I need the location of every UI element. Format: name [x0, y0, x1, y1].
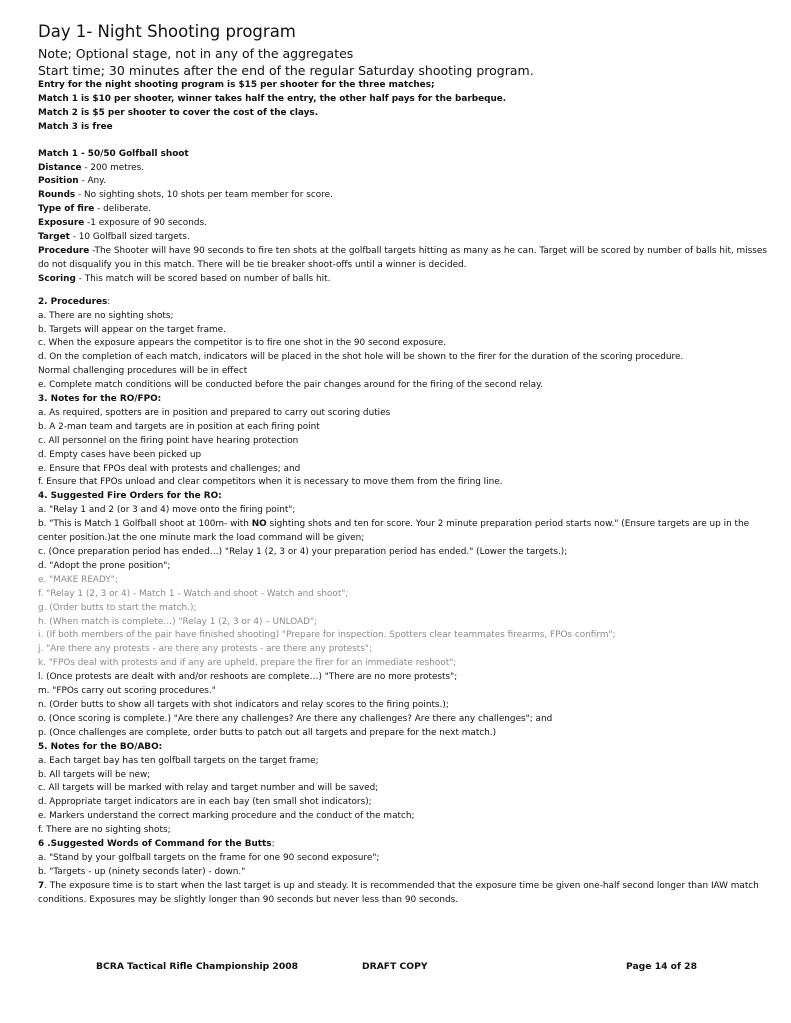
field-text: -1 exposure of 90 seconds. [84, 218, 207, 229]
procedures-heading [38, 296, 771, 310]
list-item: a. As required, spotters are in position and prepared to carry out scoring duties [38, 407, 391, 418]
optional-stage-note: Note; Optional stage, not in any of the aggregates [38, 46, 354, 61]
list-item: o. (Once scoring is complete.) "Are there any challenges? Are there any challenges? Are there any challenges"; and [38, 713, 553, 724]
list-item: e. Markers understand the correct marking procedure and the conduct of the match; [38, 811, 415, 822]
field-text: - deliberate. [94, 204, 152, 215]
list-item: h. (When match is complete…) "Relay 1 (2, 3 or 4) – UNLOAD"; [38, 616, 318, 627]
field-text: - Any. [78, 176, 106, 187]
list-item: k. "FPOs deal with protests and if any are upheld, prepare the firer for an immediate reshoot"; [38, 658, 457, 669]
notes-ro-heading: 3. Notes for the RO/FPO: [38, 394, 162, 405]
fire-orders-heading: 4. Suggested Fire Orders for the RO: [38, 491, 222, 502]
item-text: b. "This is Match 1 Golfball shoot at 100m- with [38, 519, 252, 530]
heading-colon: : [271, 839, 275, 850]
item-emphasis: NO [251, 519, 267, 530]
field-label: Type of fire [38, 204, 95, 215]
page-footer [0, 961, 791, 977]
match1-field [38, 217, 771, 231]
list-item: e. Complete match conditions will be conducted before the pair changes around for the firing of the second relay. [38, 380, 543, 391]
list-item: i. (If both members of the pair have finished shooting) "Prepare for inspection. Spotters clear teammates firearms, FPOs confirm"; [38, 630, 616, 641]
list-item: a. Each target bay has ten golfball targets on the target frame; [38, 755, 319, 766]
start-time-note: Start time; 30 minutes after the end of the regular Saturday shooting program. [38, 63, 534, 78]
list-item: e. "MAKE READY"; [38, 574, 118, 585]
list-item: n. (Order butts to show all targets with shot indicators and relay scores to the firing points.); [38, 699, 449, 710]
section-heading: 6 .Suggested Words of Command for the Butts [38, 839, 272, 850]
list-item: a. "Stand by your golfball targets on the frame for one 90 second exposure"; [38, 852, 380, 863]
list-item: c. When the exposure appears the competitor is to fire one shot in the 90 second exposure. [38, 338, 447, 349]
list-item: f. Ensure that FPOs unload and clear competitors when it is necessary to move them from the firing line. [38, 477, 503, 488]
field-label: Procedure [38, 245, 90, 256]
heading-colon: : [107, 296, 111, 307]
item-text: sighting shots and ten for score. Your 2 minute preparation period starts now." (Ensure targets are up in the center position.)at the one minute mark the load command will be given; [38, 519, 750, 544]
item-seven [38, 880, 771, 908]
footer-document-title: BCRA Tactical Rifle Championship 2008 [96, 961, 298, 972]
list-item: d. Appropriate target indicators are in each bay (ten small shot indicators); [38, 797, 372, 808]
list-item: p. (Once challenges are complete, order butts to patch out all targets and prepare for the next match.) [38, 727, 497, 738]
entry-line: Match 3 is free [38, 121, 113, 132]
field-label: Scoring [38, 273, 76, 284]
match1-field [38, 245, 771, 273]
list-item: j. "Are there any protests - are there any protests - are there any protests"; [38, 644, 372, 655]
list-item: c. All personnel on the firing point have hearing protection [38, 435, 299, 446]
field-label: Target [38, 232, 70, 243]
field-text: -The Shooter will have 90 seconds to fire ten shots at the golfball targets hitting as many as he can. Target will be scored by number of balls hit, misses do not disqualify you in this match. There will be tie breaker shoot-offs until a winner is decided. [38, 245, 768, 270]
entry-line: Match 1 is $10 per shooter, winner takes half the entry, the other half pays for the barbeque. [38, 93, 507, 104]
list-item: a. There are no sighting shots; [38, 310, 174, 321]
list-item: b. All targets will be new; [38, 769, 151, 780]
field-text: - No sighting shots, 10 shots per team member for score. [75, 190, 333, 201]
field-label: Exposure [38, 218, 85, 229]
item-number: 7 [38, 880, 45, 891]
list-item: e. Ensure that FPOs deal with protests and challenges; and [38, 463, 301, 474]
match1-field [38, 175, 771, 189]
entry-line: Entry for the night shooting program is $15 per shooter for the three matches; [38, 80, 435, 90]
footer-page-number: Page 14 of 28 [626, 961, 697, 972]
list-item: d. Empty cases have been picked up [38, 449, 202, 460]
field-text: - 200 metres. [81, 162, 145, 173]
section-heading: 2. Procedures [38, 296, 108, 307]
list-item: l. (Once protests are dealt with and/or reshoots are complete…) "There are no more protests"; [38, 672, 458, 683]
list-item: Normal challenging procedures will be in effect [38, 366, 248, 377]
list-item: f. There are no sighting shots; [38, 825, 171, 836]
list-item: f. "Relay 1 (2, 3 or 4) - Match 1 - Watch and shoot - Watch and shoot"; [38, 588, 349, 599]
field-label: Distance [38, 162, 82, 173]
page-title: Day 1- Night Shooting program [38, 22, 296, 41]
match1-field [38, 231, 771, 245]
list-item: d. "Adopt the prone position"; [38, 560, 171, 571]
match1-field [38, 273, 771, 287]
entry-line: Match 2 is $5 per shooter to cover the cost of the clays. [38, 107, 319, 118]
list-item: b. "Targets - up (ninety seconds later) - down." [38, 866, 246, 877]
list-item: c. All targets will be marked with relay and target number and will be saved; [38, 783, 379, 794]
list-item: a. "Relay 1 and 2 (or 3 and 4) move onto the firing point"; [38, 505, 296, 516]
item-text: . The exposure time is to start when the last target is up and steady. It is recommended that the exposure time be given one-half second longer than IAW match conditions. Exposures may be slightly longer than 90 seconds but never less than 90 seconds. [38, 880, 759, 905]
field-text: - 10 Golfball sized targets. [69, 232, 190, 243]
list-item: g. (Order butts to start the match.); [38, 602, 197, 613]
butts-heading [38, 838, 771, 852]
list-item: b. A 2-man team and targets are in position at each firing point [38, 421, 320, 432]
list-item: c. (Once preparation period has ended…) "Relay 1 (2, 3 or 4) your preparation period has ended." (Lower the targets.); [38, 547, 568, 557]
list-item: d. On the completion of each match, indicators will be placed in the shot hole will be shown to the firer for the duration of the scoring procedure. [38, 352, 684, 363]
list-item: b. Targets will appear on the target frame. [38, 324, 226, 335]
notes-bo-heading: 5. Notes for the BO/ABO: [38, 741, 163, 752]
match1-field [38, 189, 771, 203]
match1-field [38, 162, 771, 176]
match1-heading: Match 1 - 50/50 Golfball shoot [38, 148, 189, 159]
match1-field [38, 203, 771, 217]
field-text: - This match will be scored based on number of balls hit. [75, 273, 331, 284]
field-label: Position [38, 176, 79, 187]
list-item [38, 518, 771, 546]
footer-draft-label: DRAFT COPY [362, 961, 428, 972]
list-item: m. "FPOs carry out scoring procedures." [38, 686, 216, 697]
field-label: Rounds [38, 190, 76, 201]
